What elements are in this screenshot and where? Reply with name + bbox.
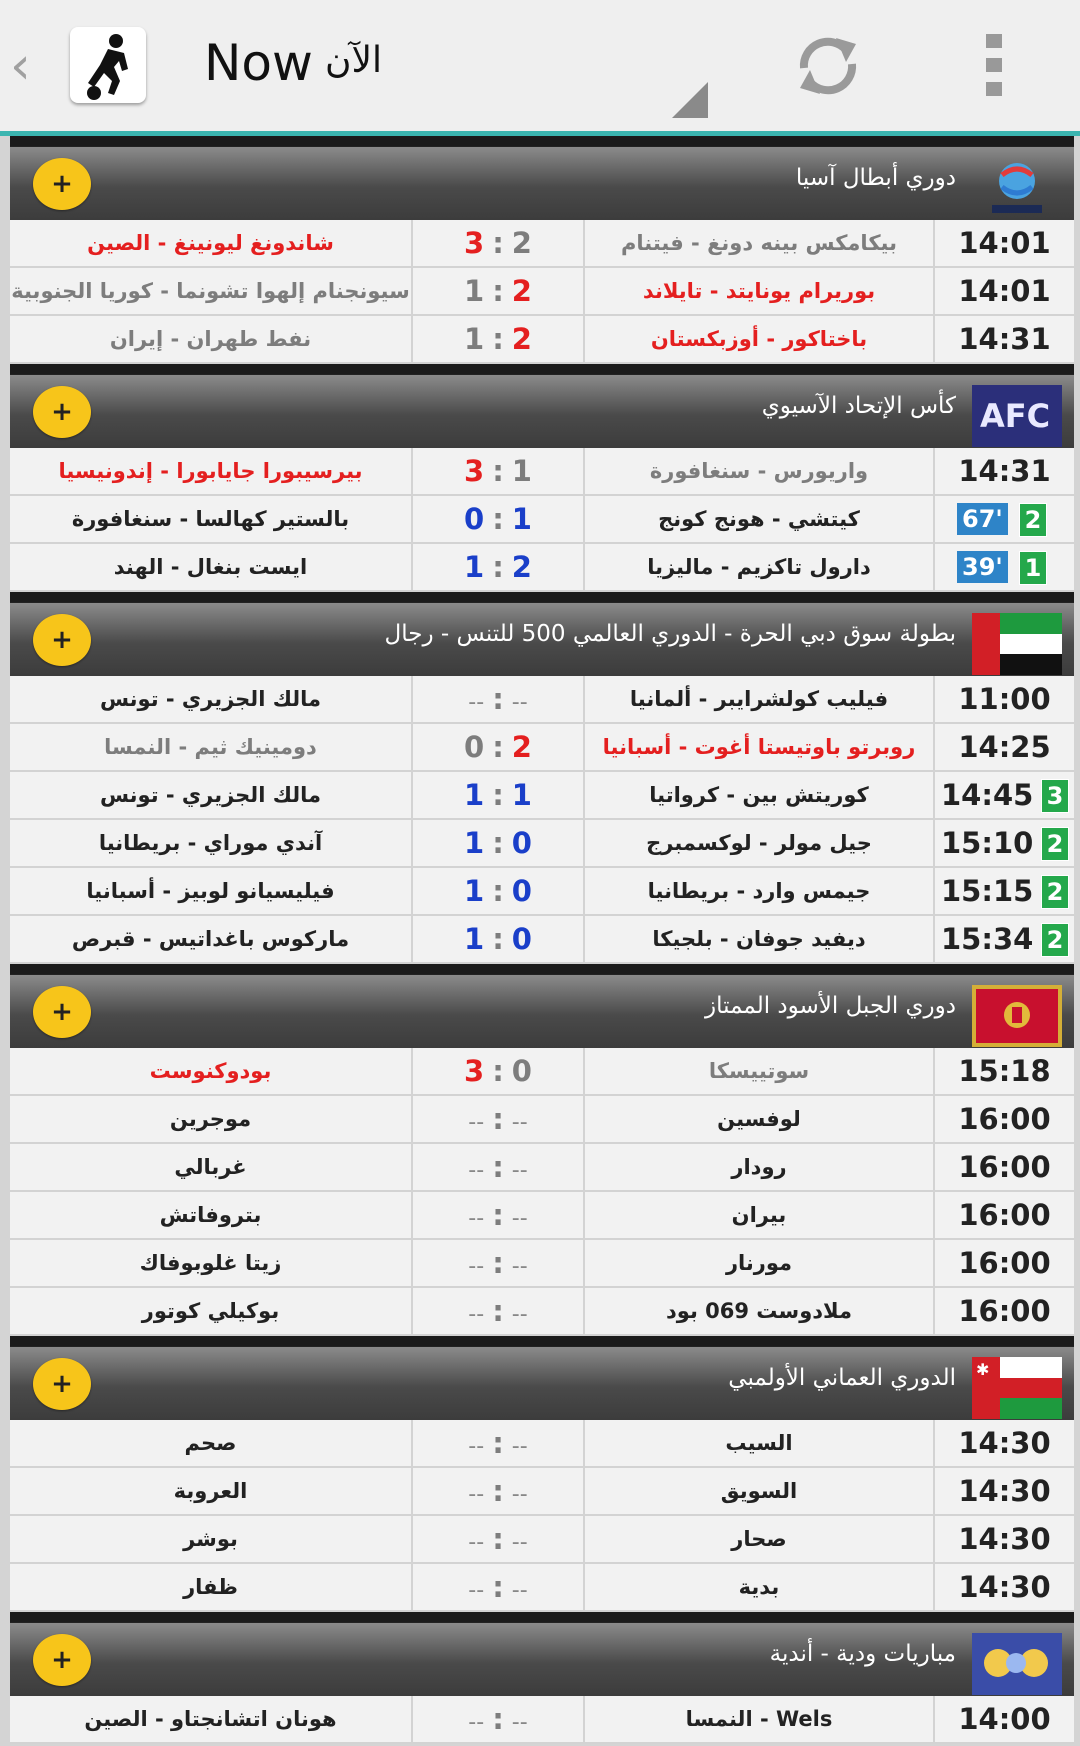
match-time: 16:00 xyxy=(958,1102,1051,1136)
match-time: 14:30 xyxy=(958,1426,1051,1460)
score-home: -- xyxy=(511,1434,528,1459)
time-cell xyxy=(935,1096,1074,1142)
time-cell xyxy=(935,316,1074,362)
live-minute-badge: 39' xyxy=(957,551,1008,583)
score-home: -- xyxy=(511,1254,528,1279)
score-home: 2 xyxy=(511,226,532,260)
score-away: -- xyxy=(468,1110,485,1135)
away-team: نفط طهران - إيران xyxy=(10,316,413,362)
section-divider xyxy=(10,1612,1074,1622)
score-separator: : xyxy=(492,322,504,356)
score xyxy=(413,916,585,962)
match-row[interactable] xyxy=(10,496,1074,544)
away-team: ماركوس باغداتيس - قبرص xyxy=(10,916,413,962)
section-divider xyxy=(10,1336,1074,1346)
spinner-corner-icon[interactable] xyxy=(672,82,708,118)
home-team: بوريرام يونايتد - تايلاند xyxy=(585,268,935,314)
score xyxy=(413,820,585,866)
score xyxy=(413,1240,585,1286)
svg-text:AFC: AFC xyxy=(980,397,1051,435)
plus-icon: + xyxy=(51,169,73,199)
score-away: 3 xyxy=(464,1054,485,1088)
add-favorite-button[interactable] xyxy=(33,986,91,1038)
match-row[interactable] xyxy=(10,916,1074,964)
away-team: دومينيك ثيم - النمسا xyxy=(10,724,413,770)
away-team: مالك الجزيري - تونس xyxy=(10,772,413,818)
score xyxy=(413,1696,585,1742)
score xyxy=(413,544,585,590)
afc-champions-league-logo-icon xyxy=(972,157,1062,219)
score-home: 2 xyxy=(511,550,532,584)
match-row[interactable] xyxy=(10,1564,1074,1612)
time-cell xyxy=(935,676,1074,722)
time-cell xyxy=(935,1468,1074,1514)
period-badge: 1 xyxy=(1019,551,1047,585)
time-cell xyxy=(935,820,1074,866)
time-cell xyxy=(935,1516,1074,1562)
away-team: صحم xyxy=(10,1420,413,1466)
away-team: غربالي xyxy=(10,1144,413,1190)
score-separator: : xyxy=(492,874,504,908)
league-header[interactable] xyxy=(10,146,1074,220)
match-row[interactable] xyxy=(10,1240,1074,1288)
match-row[interactable] xyxy=(10,772,1074,820)
home-team: فيليب كولشرايبر - ألمانيا xyxy=(585,676,935,722)
page-title-ar: الآن xyxy=(325,40,382,81)
back-chevron-icon[interactable]: ‹ xyxy=(10,36,31,96)
score-home: 2 xyxy=(511,322,532,356)
match-row[interactable] xyxy=(10,448,1074,496)
score xyxy=(413,724,585,770)
league-header[interactable] xyxy=(10,1346,1074,1420)
score-away: -- xyxy=(468,1710,485,1735)
match-list[interactable] xyxy=(10,136,1074,1736)
home-team: جيمس وارد - بريطانيا xyxy=(585,868,935,914)
away-team: بوكيلي كوتور xyxy=(10,1288,413,1334)
home-team: Wels - النمسا xyxy=(585,1696,935,1742)
score-separator: : xyxy=(492,550,504,584)
section-divider xyxy=(10,364,1074,374)
home-team: سوتييسكا xyxy=(585,1048,935,1094)
away-team: بيرسيبورا جايابورا - إندونيسيا xyxy=(10,448,413,494)
uae-flag-icon xyxy=(972,613,1062,675)
add-favorite-button[interactable] xyxy=(33,386,91,438)
plus-icon: + xyxy=(51,997,73,1027)
score-away: 3 xyxy=(464,454,485,488)
score-separator: : xyxy=(492,1054,504,1088)
score xyxy=(413,1048,585,1094)
time-cell xyxy=(935,724,1074,770)
score-separator: : xyxy=(492,1102,504,1136)
time-cell xyxy=(935,916,1074,962)
score xyxy=(413,1192,585,1238)
away-team: بودوكنوست xyxy=(10,1048,413,1094)
away-team: آندي موراي - بريطانيا xyxy=(10,820,413,866)
home-team: مورنار xyxy=(585,1240,935,1286)
match-row[interactable] xyxy=(10,724,1074,772)
score-away: -- xyxy=(468,1482,485,1507)
home-team: السويق xyxy=(585,1468,935,1514)
match-row[interactable] xyxy=(10,820,1074,868)
match-row[interactable] xyxy=(10,1192,1074,1240)
away-team: ايست بنغال - الهند xyxy=(10,544,413,590)
page-title-en: Now xyxy=(204,34,313,92)
home-team: ملادوست 069 بود xyxy=(585,1288,935,1334)
score-away: -- xyxy=(468,1434,485,1459)
plus-icon: + xyxy=(51,1369,73,1399)
montenegro-flag-icon xyxy=(972,985,1062,1047)
match-row[interactable] xyxy=(10,316,1074,364)
away-team: موجرين xyxy=(10,1096,413,1142)
score-home: -- xyxy=(511,1530,528,1555)
score-separator: : xyxy=(492,1426,504,1460)
score-separator: : xyxy=(492,922,504,956)
score xyxy=(413,316,585,362)
period-badge: 2 xyxy=(1019,503,1047,537)
score-away: 1 xyxy=(464,322,485,356)
score xyxy=(413,496,585,542)
score-separator: : xyxy=(492,1474,504,1508)
away-team: مالك الجزيري - تونس xyxy=(10,676,413,722)
score-separator: : xyxy=(492,1570,504,1604)
score-home: 1 xyxy=(511,778,532,812)
score-separator: : xyxy=(492,826,504,860)
time-cell xyxy=(935,1144,1074,1190)
add-favorite-button[interactable] xyxy=(33,1358,91,1410)
score-separator: : xyxy=(492,1294,504,1328)
score-separator: : xyxy=(492,1702,504,1736)
match-time: 15:18 xyxy=(958,1054,1051,1088)
league-name: دوري الجبل الأسود الممتاز xyxy=(705,993,956,1019)
match-time: 14:30 xyxy=(958,1522,1051,1556)
score-separator: : xyxy=(492,1198,504,1232)
time-cell xyxy=(935,772,1074,818)
add-favorite-button[interactable] xyxy=(33,614,91,666)
match-time: 14:01 xyxy=(958,226,1051,260)
set-badge: 2 xyxy=(1041,827,1069,861)
match-row[interactable] xyxy=(10,1696,1074,1744)
match-row[interactable] xyxy=(10,1468,1074,1516)
score xyxy=(413,1288,585,1334)
score-separator: : xyxy=(492,1522,504,1556)
score-away: -- xyxy=(468,1254,485,1279)
home-team: روبرتو باوتيستا أغوت - أسبانيا xyxy=(585,724,935,770)
match-row[interactable] xyxy=(10,268,1074,316)
score-home: 0 xyxy=(511,826,532,860)
match-time: 14:30 xyxy=(958,1474,1051,1508)
section-divider xyxy=(10,136,1074,146)
overflow-menu-icon[interactable] xyxy=(984,34,1004,98)
score xyxy=(413,868,585,914)
time-cell xyxy=(935,1564,1074,1610)
afc-logo-icon xyxy=(972,385,1062,447)
match-row[interactable] xyxy=(10,544,1074,592)
time-cell xyxy=(935,1048,1074,1094)
score xyxy=(413,1096,585,1142)
home-team: بيكامكس بينه دونغ - فيتنام xyxy=(585,220,935,266)
action-bar xyxy=(0,0,1080,132)
time-cell xyxy=(935,1288,1074,1334)
home-team: بيران xyxy=(585,1192,935,1238)
score-away: -- xyxy=(468,1578,485,1603)
time-cell xyxy=(935,1420,1074,1466)
score-separator: : xyxy=(492,502,504,536)
match-row[interactable] xyxy=(10,1048,1074,1096)
match-time: 14:01 xyxy=(958,274,1051,308)
away-team: فيليسيانو لوبيز - أسبانيا xyxy=(10,868,413,914)
league-name: كأس الإتحاد الآسيوي xyxy=(761,393,956,419)
away-team: شاندونغ ليونينغ - الصين xyxy=(10,220,413,266)
score-away: -- xyxy=(468,690,485,715)
home-team: جيل مولر - لوكسمبرج xyxy=(585,820,935,866)
plus-icon: + xyxy=(51,625,73,655)
league-header[interactable] xyxy=(10,374,1074,448)
home-team: كوريتش بين - كرواتيا xyxy=(585,772,935,818)
score-separator: : xyxy=(492,274,504,308)
score-home: 2 xyxy=(511,274,532,308)
away-team: ظفار xyxy=(10,1564,413,1610)
score xyxy=(413,1564,585,1610)
match-time: 16:00 xyxy=(958,1150,1051,1184)
time-cell xyxy=(935,544,1074,590)
score-away: 1 xyxy=(464,550,485,584)
score xyxy=(413,448,585,494)
friendlies-logo-icon xyxy=(972,1633,1062,1695)
add-favorite-button[interactable] xyxy=(33,1634,91,1686)
home-team: رودار xyxy=(585,1144,935,1190)
score-home: -- xyxy=(511,1206,528,1231)
home-team: كيتشي - هونج كونج xyxy=(585,496,935,542)
score-separator: : xyxy=(492,730,504,764)
match-row[interactable] xyxy=(10,1516,1074,1564)
score-home: 2 xyxy=(511,730,532,764)
set-badge: 2 xyxy=(1041,923,1069,957)
score-away: 3 xyxy=(464,226,485,260)
match-time: 14:00 xyxy=(958,1702,1051,1736)
score xyxy=(413,268,585,314)
away-team: بالستير كهالسا - سنغافورة xyxy=(10,496,413,542)
score-home: -- xyxy=(511,1578,528,1603)
match-time: 11:00 xyxy=(958,682,1051,716)
time-cell xyxy=(935,1240,1074,1286)
score-away: 1 xyxy=(464,874,485,908)
home-team: صحار xyxy=(585,1516,935,1562)
away-team: بتروفاتش xyxy=(10,1192,413,1238)
score-home: -- xyxy=(511,1482,528,1507)
time-cell xyxy=(935,868,1074,914)
home-team: السيب xyxy=(585,1420,935,1466)
score-away: -- xyxy=(468,1158,485,1183)
oman-flag-icon xyxy=(972,1357,1062,1419)
score xyxy=(413,1420,585,1466)
time-cell xyxy=(935,448,1074,494)
score-away: -- xyxy=(468,1302,485,1327)
refresh-icon[interactable] xyxy=(790,28,866,104)
home-team: واريورس - سنغافورة xyxy=(585,448,935,494)
score-home: 1 xyxy=(511,454,532,488)
match-time: 14:31 xyxy=(958,322,1051,356)
match-time: 15:10 xyxy=(941,826,1034,860)
score xyxy=(413,1144,585,1190)
score-home: 0 xyxy=(511,922,532,956)
section-divider xyxy=(10,592,1074,602)
score-away: 1 xyxy=(464,826,485,860)
home-team: لوفسين xyxy=(585,1096,935,1142)
score xyxy=(413,772,585,818)
match-time: 14:30 xyxy=(958,1570,1051,1604)
app-logo-icon[interactable] xyxy=(70,27,146,103)
score-home: -- xyxy=(511,690,528,715)
match-row[interactable] xyxy=(10,1288,1074,1336)
home-team: دارول تاكزيم - ماليزيا xyxy=(585,544,935,590)
score xyxy=(413,676,585,722)
score-separator: : xyxy=(492,226,504,260)
time-cell xyxy=(935,1696,1074,1742)
score-away: 0 xyxy=(464,730,485,764)
league-header[interactable] xyxy=(10,974,1074,1048)
match-row[interactable] xyxy=(10,1096,1074,1144)
home-team: بدية xyxy=(585,1564,935,1610)
score-away: 1 xyxy=(464,778,485,812)
match-row[interactable] xyxy=(10,676,1074,724)
away-team: سيونجنام إلهوا تشونما - كوريا الجنوبية xyxy=(10,268,413,314)
match-time: 16:00 xyxy=(958,1294,1051,1328)
match-time: 16:00 xyxy=(958,1198,1051,1232)
score xyxy=(413,220,585,266)
score-home: 0 xyxy=(511,1054,532,1088)
league-name: مباريات ودية - أندية xyxy=(769,1641,956,1667)
league-name: دوري أبطال آسيا xyxy=(795,165,956,191)
league-name: الدوري العماني الأولمبي xyxy=(728,1365,956,1391)
match-time: 14:25 xyxy=(958,730,1051,764)
league-name: بطولة سوق دبي الحرة - الدوري العالمي 500 للتنس - رجال xyxy=(384,621,956,647)
match-time: 16:00 xyxy=(958,1246,1051,1280)
set-badge: 3 xyxy=(1041,779,1069,813)
plus-icon: + xyxy=(51,1645,73,1675)
set-badge: 2 xyxy=(1041,875,1069,909)
score-separator: : xyxy=(492,778,504,812)
add-favorite-button[interactable] xyxy=(33,158,91,210)
match-time: 15:15 xyxy=(941,874,1034,908)
score-separator: : xyxy=(492,1150,504,1184)
score-separator: : xyxy=(492,682,504,716)
section-divider xyxy=(10,964,1074,974)
score-home: -- xyxy=(511,1110,528,1135)
match-row[interactable] xyxy=(10,1144,1074,1192)
away-team: هونان اتشانجتاو - الصين xyxy=(10,1696,413,1742)
live-minute-badge: 67' xyxy=(957,503,1008,535)
time-cell xyxy=(935,220,1074,266)
score-home: -- xyxy=(511,1158,528,1183)
score-home: 0 xyxy=(511,874,532,908)
time-cell xyxy=(935,268,1074,314)
score xyxy=(413,1516,585,1562)
match-time: 14:31 xyxy=(958,454,1051,488)
score-away: -- xyxy=(468,1206,485,1231)
score-home: -- xyxy=(511,1710,528,1735)
away-team: بوشر xyxy=(10,1516,413,1562)
match-row[interactable] xyxy=(10,1420,1074,1468)
away-team: زيتا غلوبوفاك xyxy=(10,1240,413,1286)
plus-icon: + xyxy=(51,397,73,427)
match-row[interactable] xyxy=(10,868,1074,916)
match-time: 15:34 xyxy=(941,922,1034,956)
svg-text:✱: ✱ xyxy=(976,1360,990,1379)
match-time: 14:45 xyxy=(941,778,1034,812)
score-home: -- xyxy=(511,1302,528,1327)
league-header[interactable] xyxy=(10,602,1074,676)
score-home: 1 xyxy=(511,502,532,536)
home-team: ديفيد جوفان - بلجيكا xyxy=(585,916,935,962)
match-row[interactable] xyxy=(10,220,1074,268)
home-team: باختاكور - أوزبكستان xyxy=(585,316,935,362)
time-cell xyxy=(935,1192,1074,1238)
time-cell xyxy=(935,496,1074,542)
league-header[interactable] xyxy=(10,1622,1074,1696)
score-away: 1 xyxy=(464,274,485,308)
score xyxy=(413,1468,585,1514)
score-away: 1 xyxy=(464,922,485,956)
score-away: -- xyxy=(468,1530,485,1555)
score-separator: : xyxy=(492,454,504,488)
score-separator: : xyxy=(492,1246,504,1280)
away-team: العروبة xyxy=(10,1468,413,1514)
score-away: 0 xyxy=(464,502,485,536)
